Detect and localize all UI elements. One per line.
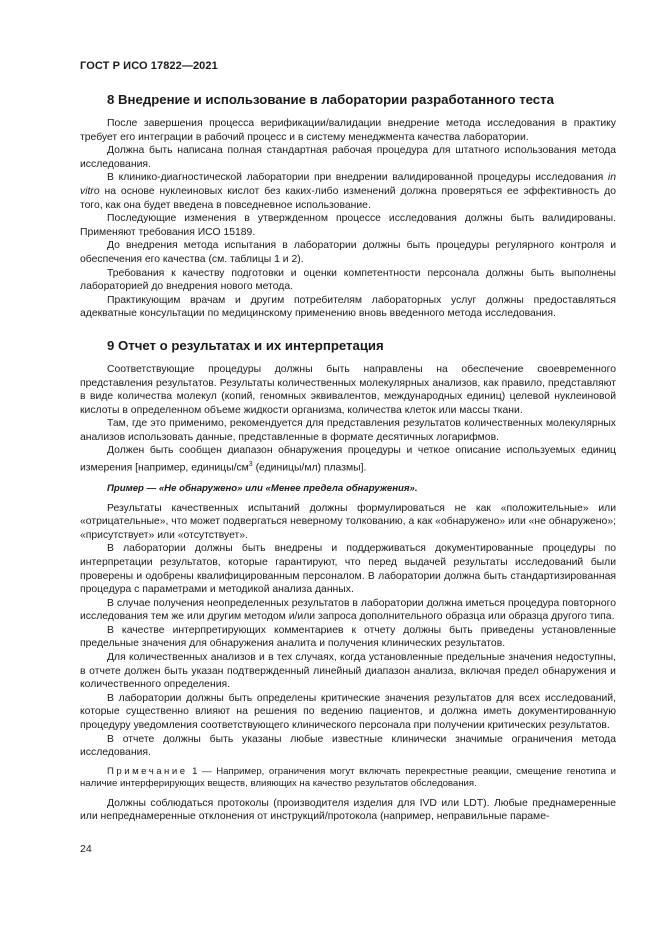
paragraph: [80, 444, 616, 475]
paragraph: Должна быть написана полная стандартная рабочая процедура для штатного использования метода исследования.: [80, 145, 616, 170]
paragraph: [80, 171, 616, 212]
paragraph: Соответствующие процедуры должны быть направлены на обеспечение своевременного представления результатов. Результаты количественных молекулярных анализов, как правило, представляют в виде количества молекул (копий, геномных эквивалентов, международных единиц) целевой нуклеиновой кислоты в определенном объеме жидкости организма, количества клеток или массы ткани.: [80, 363, 616, 416]
paragraph: В качестве интерпретирующих комментариев к отчету должны быть приведены установленные предельные значения для обнаружения аналита и получения клинических результатов.: [80, 624, 616, 650]
document-header: ГОСТ Р ИСО 17822—2021: [80, 60, 218, 72]
section-8-title: 8 Внедрение и использование в лаборатории разработанного теста: [107, 92, 554, 107]
text-run: В клинико-диагностической лаборатории при внедрении валидированной процедуры исследования: [107, 172, 608, 184]
paragraph: В лаборатории должны быть определены критические значения результатов для всех исследований, которые существенно влияют на решения по ведению пациентов, и должна иметь документированную процедуру уведомления соответствующего клинического персонала при получении критических результатов.: [80, 692, 616, 732]
paragraph: В лаборатории должны быть внедрены и поддерживаться документированные процедуры по интерпретации результатов, которые гарантируют, что перед выдачей результаты исследований были проверены и одобрены квалифицированным персоналом. В лаборатории должна быть стандартизированная процедура с параметрами и методикой анализа данных.: [80, 543, 616, 596]
paragraph: Последующие изменения в утвержденном процессе исследования должны быть валидированы. Применяют требования ИСО 15189.: [80, 213, 616, 238]
paragraph: Должны соблюдаться протоколы (производителя изделия для IVD или LDT). Любые преднамеренные или непреднамеренные отклонения от инструкций/протокола (например, неправильные параме-: [80, 797, 616, 823]
text-run: Должен быть сообщен диапазон обнаружения процедуры и четкое описание используемых единиц измерения [например, единицы/см: [80, 445, 616, 474]
paragraph: Практикующим врачам и другим потребителям лабораторных услуг должны предоставляться адекватные консультации по медицинскому применению вновь введенного метода исследования.: [80, 294, 616, 320]
superscript: 3: [248, 461, 253, 469]
paragraph: Там, где это применимо, рекомендуется для представления результатов количественных молекулярных анализов использовать данные, представленные в формате десятичных логарифмов.: [80, 418, 616, 443]
note-label: Примечание: [107, 765, 188, 777]
italic-term: in vitro: [80, 172, 616, 197]
note-text: 1 — Например, ограничения могут включать перекрестные реакции, смещение генотипа и наличие интерферирующих веществ, влияющих на качество результатов обследования.: [80, 765, 616, 790]
section-9-title: 9 Отчет о результатах и их интерпретация: [107, 337, 384, 353]
text-run: (единицы/мл) плазмы].: [252, 462, 367, 474]
example-text: Пример — «Не обнаружено» или «Менее предела обнаружения».: [107, 483, 418, 495]
paragraph: Для количественных анализов и в тех случаях, когда установленные предельные значения недоступны, в отчете должен быть указан подтвержденный линейный диапазон анализа, включая предел обнаружения и количественного определения.: [80, 652, 616, 691]
page-body: [80, 92, 616, 824]
page-number: 24: [80, 843, 92, 855]
paragraph: Требования к качеству подготовки и оценки компетентности персонала должны быть выполнены лабораторией до внедрения нового метода.: [80, 267, 616, 293]
paragraph: После завершения процесса верификации/валидации внедрение метода исследования в практику требует его интеграции в рабочий процесс и в систему менеджмента качества лаборатории.: [80, 118, 616, 143]
text-run: на основе нуклеиновых кислот без каких-либо изменений должна проверяться ее эффективность до того, как она будет введена в повседневное использование.: [80, 185, 616, 211]
paragraph: В отчете должны быть указаны любые известные клинически значимые ограничения метода исследования.: [80, 733, 616, 759]
paragraph: В случае получения неопределенных результатов в лаборатории должна иметься процедура повторного исследования тем же или другим методом и/или запроса дополнительного образца или образца другого типа.: [80, 597, 616, 623]
paragraph: До внедрения метода испытания в лаборатории должны быть процедуры регулярного контроля и обеспечения его качества (см. таблицы 1 и 2).: [80, 240, 616, 265]
paragraph: Результаты качественных испытаний должны формулироваться не как «положительные» или «отрицательные», что может подвергаться неверному толкованию, а как «обнаружено» или «не обнаружено»; «присутствует» или «отсутствует».: [80, 502, 616, 541]
note: [80, 766, 616, 791]
